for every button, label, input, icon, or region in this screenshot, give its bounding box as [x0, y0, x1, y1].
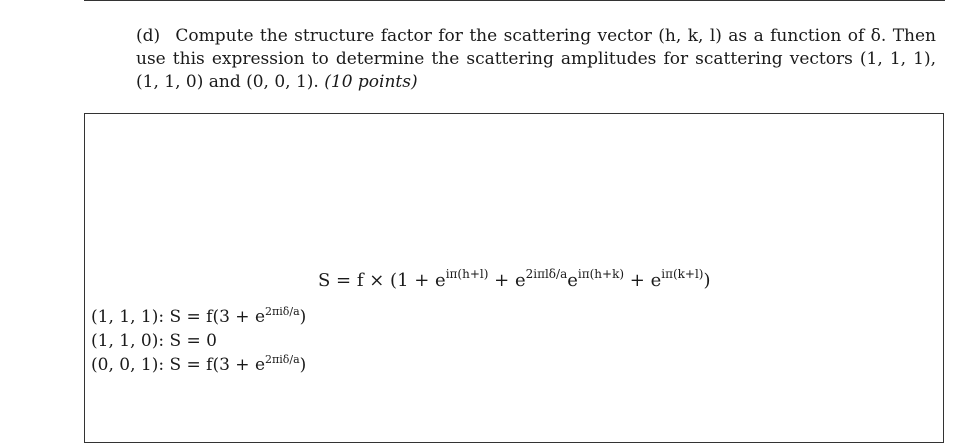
formula-rhs: )	[703, 270, 711, 291]
formula-exp-4: iπ(k+l)	[661, 267, 704, 281]
result-vector: (1, 1, 0):	[91, 331, 170, 351]
result-tail: )	[299, 355, 307, 375]
formula-mid-1: + e	[488, 270, 526, 291]
result-exp: 2πiδ/a	[265, 305, 300, 318]
result-exp: 2πiδ/a	[265, 353, 300, 366]
result-vector: (0, 0, 1):	[91, 355, 170, 375]
result-111	[91, 306, 306, 330]
question-label: (d)	[136, 26, 161, 46]
formula-mid-2: e	[567, 270, 578, 291]
results-list	[91, 306, 306, 378]
result-001	[91, 354, 306, 378]
result-tail: )	[299, 307, 307, 327]
formula-exp-1: iπ(h+l)	[445, 267, 489, 281]
formula-exp-2: 2iπlδ/a	[525, 267, 568, 281]
structure-factor-formula	[318, 267, 711, 291]
result-expr: S = 0	[169, 331, 217, 351]
result-110	[91, 330, 306, 354]
question-block	[136, 25, 936, 94]
result-expr: S = f(3 + e	[169, 307, 266, 327]
formula-mid-3: + e	[624, 270, 662, 291]
formula-exp-3: iπ(h+k)	[577, 267, 625, 281]
result-vector: (1, 1, 1):	[91, 307, 170, 327]
result-expr: S = f(3 + e	[169, 355, 266, 375]
top-rule	[84, 0, 945, 1]
question-text: Compute the structure factor for the scattering vector (h, k, l) as a function of δ. Then use this expression to determine the scattering amplitudes for scattering vectors (1, 1, 1), (1, 1, 0) and (0, 0, 1).	[136, 26, 936, 92]
question-points: (10 points)	[324, 72, 418, 92]
formula-lhs: S = f × (1 + e	[318, 270, 446, 291]
